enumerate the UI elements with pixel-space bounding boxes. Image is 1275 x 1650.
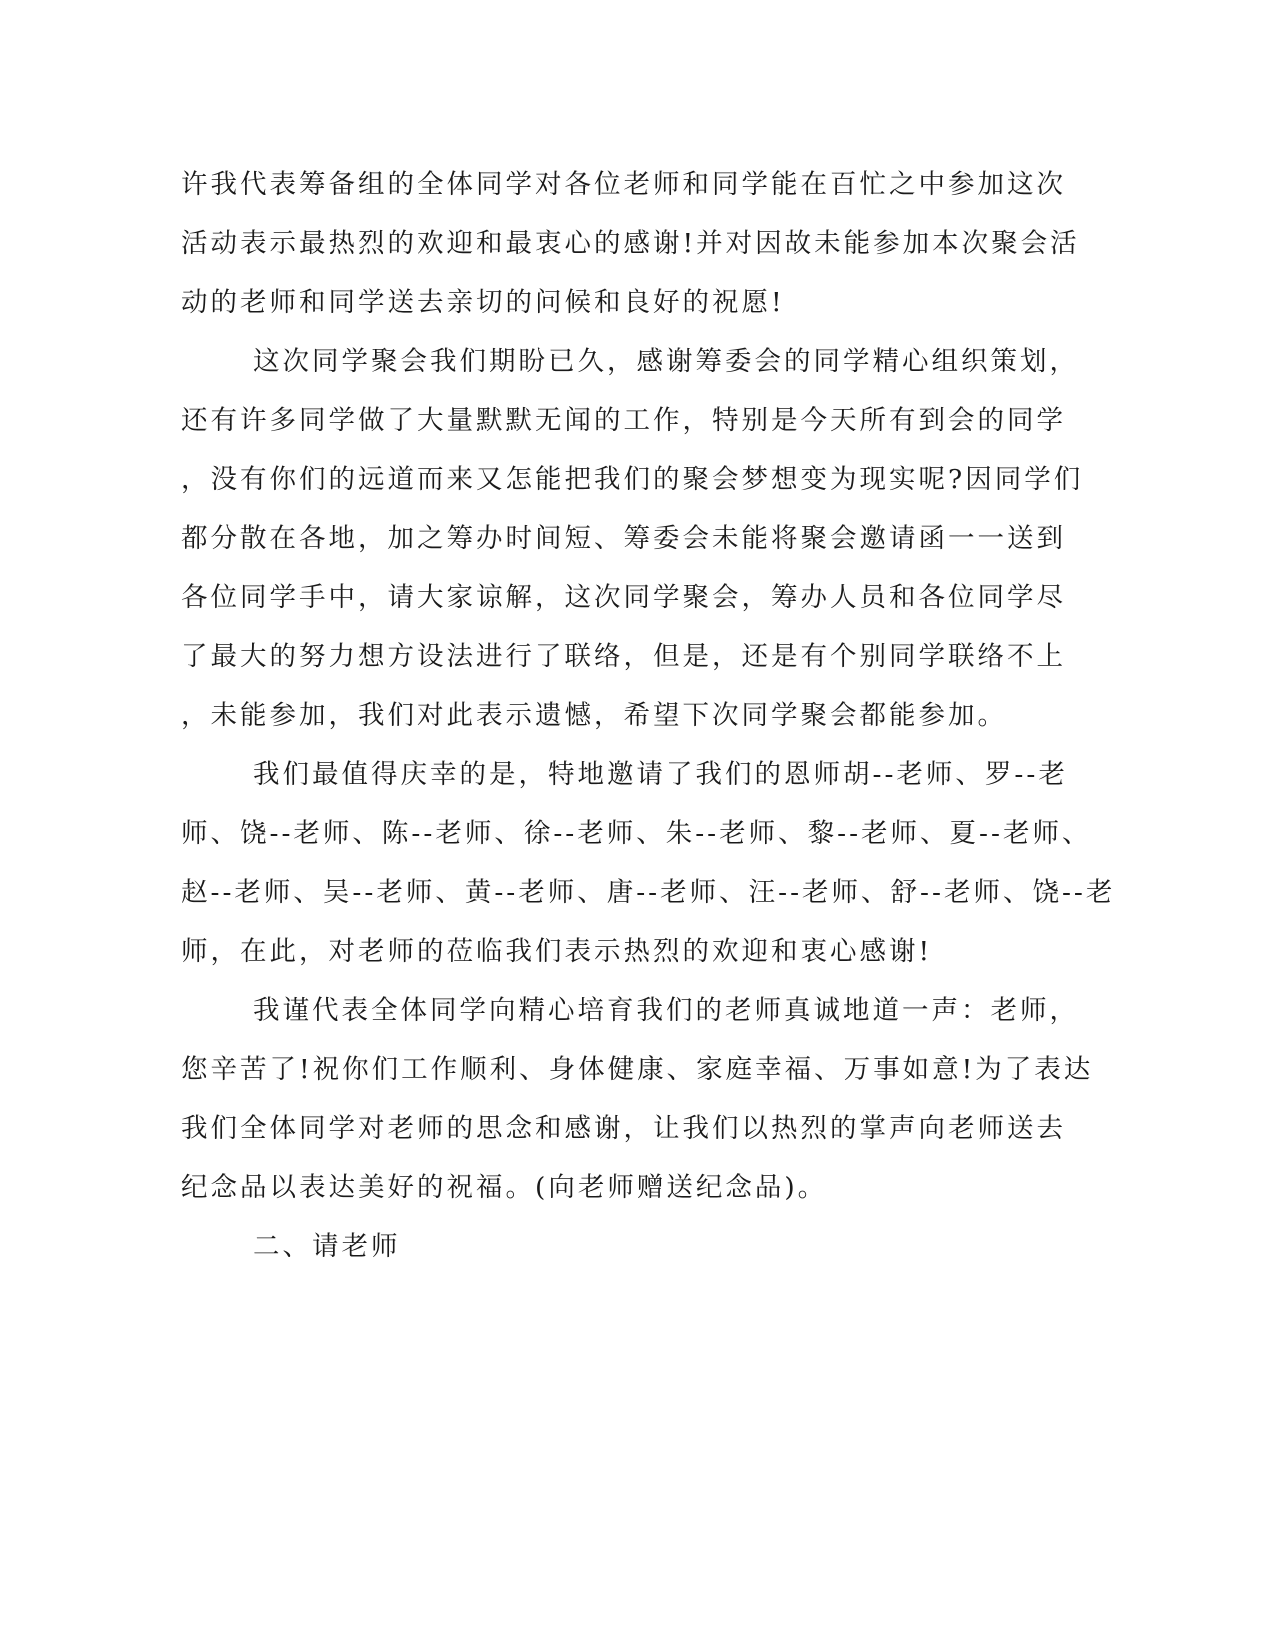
text-line-4: 这次同学聚会我们期盼已久，感谢筹委会的同学精心组织策划， <box>253 346 1079 377</box>
text-line-7: 都分散在各地，加之筹办时间短、筹委会未能将聚会邀请函一一送到 <box>181 523 1066 554</box>
section-heading: 二、请老师 <box>253 1231 401 1262</box>
text-line-8: 各位同学手中，请大家谅解，这次同学聚会，筹办人员和各位同学尽 <box>181 582 1066 613</box>
text-line-2: 活动表示最热烈的欢迎和最衷心的感谢!并对因故未能参加本次聚会活 <box>181 228 1080 259</box>
text-line-11: 我们最值得庆幸的是，特地邀请了我们的恩师胡--老师、罗--老 <box>253 759 1068 790</box>
text-line-10: ，未能参加，我们对此表示遗憾，希望下次同学聚会都能参加。 <box>181 700 1007 731</box>
text-line-14: 师，在此，对老师的莅临我们表示热烈的欢迎和衷心感谢! <box>181 936 933 967</box>
text-line-9: 了最大的努力想方设法进行了联络，但是，还是有个别同学联络不上 <box>181 641 1066 672</box>
text-line-12: 师、饶--老师、陈--老师、徐--老师、朱--老师、黎--老师、夏--老师、 <box>181 818 1092 849</box>
text-line-1: 许我代表筹备组的全体同学对各位老师和同学能在百忙之中参加这次 <box>181 169 1066 200</box>
document-body <box>181 155 1116 1276</box>
text-line-18: 纪念品以表达美好的祝福。(向老师赠送纪念品)。 <box>181 1172 828 1203</box>
text-line-13: 赵--老师、吴--老师、黄--老师、唐--老师、汪--老师、舒--老师、饶--老 <box>181 877 1116 908</box>
text-line-3: 动的老师和同学送去亲切的问候和良好的祝愿! <box>181 287 785 318</box>
text-line-17: 我们全体同学对老师的思念和感谢，让我们以热烈的掌声向老师送去 <box>181 1113 1066 1144</box>
text-line-15: 我谨代表全体同学向精心培育我们的老师真诚地道一声：老师， <box>253 995 1079 1026</box>
text-line-16: 您辛苦了!祝你们工作顺利、身体健康、家庭幸福、万事如意!为了表达 <box>181 1054 1094 1085</box>
text-line-5: 还有许多同学做了大量默默无闻的工作，特别是今天所有到会的同学 <box>181 405 1066 436</box>
text-line-6: ，没有你们的远道而来又怎能把我们的聚会梦想变为现实呢?因同学们 <box>181 464 1084 495</box>
